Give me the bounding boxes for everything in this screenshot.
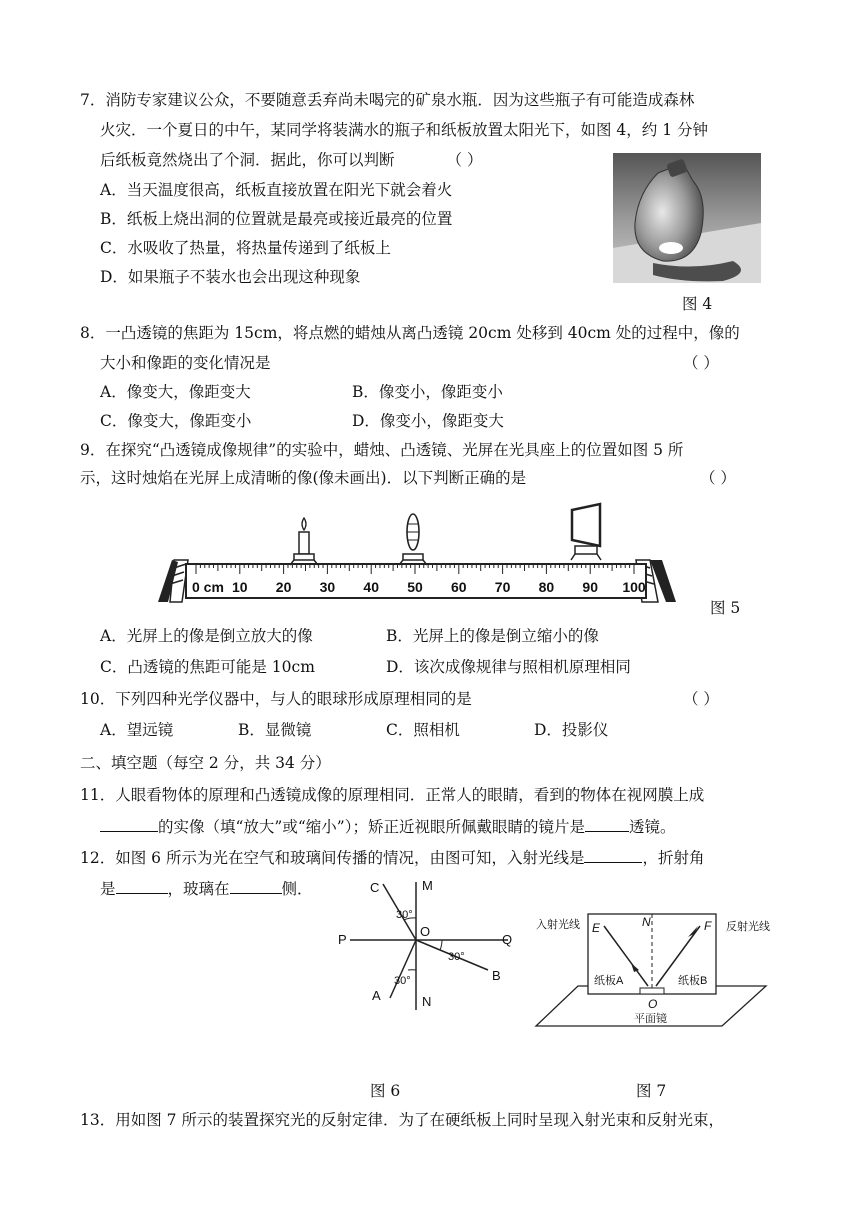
ruler-label: 100 (622, 579, 646, 595)
q8-option-d: D．像变小，像距变大 (352, 412, 504, 430)
q12-line2-text-a: 是 (100, 880, 116, 898)
label-c: C (370, 880, 380, 895)
label-reflected-ray: 反射光线 (726, 921, 770, 933)
q10-answer-bracket: （ ） (683, 690, 719, 708)
q12-line2-text-c: 侧． (281, 880, 313, 898)
q9-option-b: B．光屏上的像是倒立缩小的像 (386, 627, 599, 645)
ruler-label: 30 (319, 579, 336, 595)
q13-line1: 13．用如图 7 所示的装置探究光的反射定律．为了在硬纸板上同时呈现入射光束和反射光束， (80, 1111, 724, 1129)
q11-line1: 11．人眼看物体的原理和凸透镜成像的原理相同．正常人的眼睛，看到的物体在视网膜上成 (80, 786, 705, 804)
convex-lens (399, 514, 427, 565)
q7-option-b: B．纸板上烧出洞的位置就是最亮或接近最亮的位置 (100, 210, 453, 228)
q7-answer-bracket: （ ） (446, 151, 483, 169)
ruler-label: 20 (275, 579, 292, 595)
label-a: A (372, 988, 381, 1003)
q11-blank-1[interactable] (100, 816, 158, 832)
figure-6-refraction-diagram (330, 876, 530, 1026)
q9-answer-bracket: （ ） (700, 469, 736, 487)
q12-line1-text-a: 12．如图 6 所示为光在空气和玻璃间传播的情况，由图可知，入射光线是 (80, 849, 585, 867)
label-board-b: 纸板B (678, 975, 708, 987)
figure-6-caption: 图 6 (370, 1082, 401, 1100)
q8-option-a: A．像变大，像距变大 (100, 383, 251, 401)
label-o-fig7: O (648, 997, 658, 1011)
q10-option-c: C．照相机 (386, 721, 460, 739)
q10-option-a: A．望远镜 (100, 721, 174, 739)
q12-blank-1[interactable] (584, 847, 642, 863)
ruler-label: 0 cm (192, 579, 224, 595)
q11-blank-2[interactable] (585, 816, 629, 832)
label-m: M (422, 878, 433, 893)
q12-blank-2[interactable] (116, 878, 168, 894)
q10-option-d: D．投影仪 (534, 721, 609, 739)
q9-line1: 9．在探究“凸透镜成像规律”的实验中，蜡烛、凸透镜、光屏在光具座上的位置如图 5 所 (80, 441, 684, 459)
q11-line2-text-b: 透镜。 (628, 818, 676, 836)
label-board-a: 纸板A (594, 975, 624, 987)
light-screen (571, 504, 601, 560)
ruler-label: 60 (451, 579, 467, 595)
label-q: Q (502, 932, 513, 947)
q9-line2: 示，这时烛焰在光屏上成清晰的像(像未画出)．以下判断正确的是 (80, 469, 527, 487)
ruler-label: 80 (538, 579, 555, 595)
figure-7-reflection-apparatus (530, 908, 792, 1030)
q7-line3-text: 后纸板竟然烧出了个洞．据此，你可以判断 (100, 151, 395, 169)
angle-label-bottom: 30° (394, 975, 411, 987)
candle (290, 518, 318, 565)
q7-line3 (100, 150, 482, 170)
q7-option-c: C．水吸收了热量，将热量传递到了纸板上 (100, 239, 391, 257)
label-plane-mirror: 平面镜 (634, 1013, 667, 1025)
q7-option-a: A．当天温度很高，纸板直接放置在阳光下就会着火 (100, 181, 453, 199)
q9-option-d: D．该次成像规律与照相机原理相同 (386, 658, 631, 676)
angle-label-top: 30° (396, 909, 413, 921)
q7-line2: 火灾．一个夏日的中午，某同学将装满水的瓶子和纸板放置太阳光下，如图 4，约 1 分钟 (100, 121, 709, 139)
label-o: O (420, 924, 431, 939)
label-f: F (704, 919, 712, 933)
q11-line2 (100, 816, 675, 837)
q9-option-c: C．凸透镜的焦距可能是 10cm (100, 658, 315, 676)
q8-option-c: C．像变大，像距变小 (100, 412, 252, 430)
q8-answer-bracket: （ ） (683, 354, 719, 372)
ruler-label: 90 (582, 579, 598, 595)
label-e: E (592, 921, 601, 935)
angle-label-right: 30° (448, 951, 465, 963)
ray-ao (390, 940, 416, 998)
q12-line2-text-b: ，玻璃在 (167, 880, 230, 898)
q12-blank-3[interactable] (230, 878, 282, 894)
ruler-label: 40 (363, 579, 379, 595)
q9-option-a: A．光屏上的像是倒立放大的像 (100, 627, 313, 645)
q10-option-b: B．显微镜 (238, 721, 312, 739)
q12-line1 (80, 847, 704, 868)
q12-line1-text-b: ，折射角 (642, 849, 705, 867)
q7-option-d: D．如果瓶子不装水也会出现这种现象 (100, 268, 361, 286)
section-2-heading: 二、填空题（每空 2 分，共 34 分） (80, 754, 331, 772)
q7-line1: 7．消防专家建议公众，不要随意丢弃尚未喝完的矿泉水瓶．因为这些瓶子有可能造成森林 (80, 91, 695, 109)
label-incident-ray: 入射光线 (536, 919, 580, 931)
q12-line2 (100, 878, 313, 899)
q8-line1: 8．一凸透镜的焦距为 15cm，将点燃的蜡烛从离凸透镜 20cm 处移到 40cm 处的过程中，像的 (80, 324, 740, 342)
label-n-fig7: N (642, 915, 651, 929)
label-p: P (338, 932, 347, 947)
figure-7-caption: 图 7 (636, 1082, 667, 1100)
label-b: B (492, 968, 501, 983)
ruler-label: 10 (232, 579, 248, 595)
bench-left-stand (158, 560, 188, 602)
figure-5-optical-bench (150, 502, 690, 606)
q11-line2-text-a: 的实像（填“放大”或“缩小”）；矫正近视眼所佩戴眼睛的镜片是 (158, 818, 585, 836)
q8-option-b: B．像变小，像距变小 (352, 383, 503, 401)
label-n: N (422, 994, 432, 1009)
q8-line2: 大小和像距的变化情况是 (100, 354, 271, 372)
ruler-label: 50 (407, 579, 423, 595)
q10-line1: 10．下列四种光学仪器中，与人的眼球形成原理相同的是 (80, 690, 472, 708)
figure-4-photo (613, 153, 761, 283)
ruler-label: 70 (494, 579, 511, 595)
figure-5-caption: 图 5 (710, 599, 741, 617)
figure-4-caption: 图 4 (682, 295, 713, 313)
